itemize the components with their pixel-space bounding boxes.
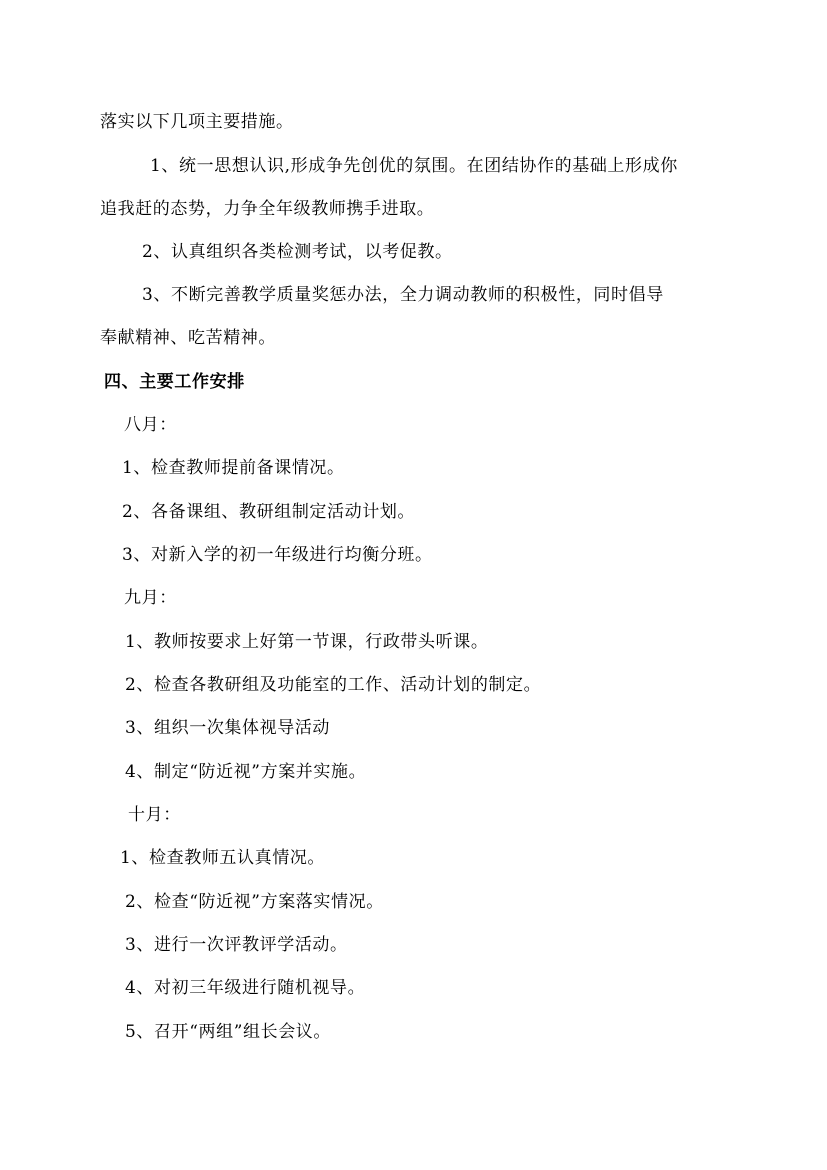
month-heading: 八月： <box>124 415 177 435</box>
list-item: 2、检查各教研组及功能室的工作、活动计划的制定。 <box>125 675 542 695</box>
paragraph-line: 2、认真组织各类检测考试，以考促教。 <box>142 242 453 262</box>
list-item: 4、制定“防近视”方案并实施。 <box>125 762 367 782</box>
month-heading: 十月： <box>128 805 181 825</box>
month-heading: 九月： <box>124 588 177 608</box>
list-item: 2、各备课组、教研组制定活动计划。 <box>122 502 416 522</box>
list-item: 1、教师按要求上好第一节课，行政带头听课。 <box>125 632 489 652</box>
section-heading: 四、主要工作安排 <box>104 372 245 392</box>
list-item: 5、召开“两组”组长会议。 <box>125 1022 331 1042</box>
paragraph-line: 落实以下几项主要措施。 <box>100 112 294 132</box>
paragraph-line: 追我赶的态势，力争全年级教师携手进取。 <box>100 199 435 219</box>
list-item: 2、检查“防近视”方案落实情况。 <box>125 892 384 912</box>
paragraph-line: 3、不断完善教学质量奖惩办法，全力调动教师的积极性，同时倡导 <box>142 285 664 305</box>
paragraph-line: 1、统一思想认识,形成争先创优的氛围。在团结协作的基础上形成你 <box>150 156 678 176</box>
list-item: 1、检查教师五认真情况。 <box>120 848 326 868</box>
list-item: 4、对初三年级进行随机视导。 <box>125 978 366 998</box>
list-item: 3、进行一次评教评学活动。 <box>125 935 348 955</box>
list-item: 3、对新入学的初一年级进行均衡分班。 <box>122 545 433 565</box>
paragraph-line: 奉献精神、吃苦精神。 <box>100 328 276 348</box>
list-item: 3、组织一次集体视导活动 <box>125 718 331 738</box>
list-item: 1、检查教师提前备课情况。 <box>122 458 345 478</box>
